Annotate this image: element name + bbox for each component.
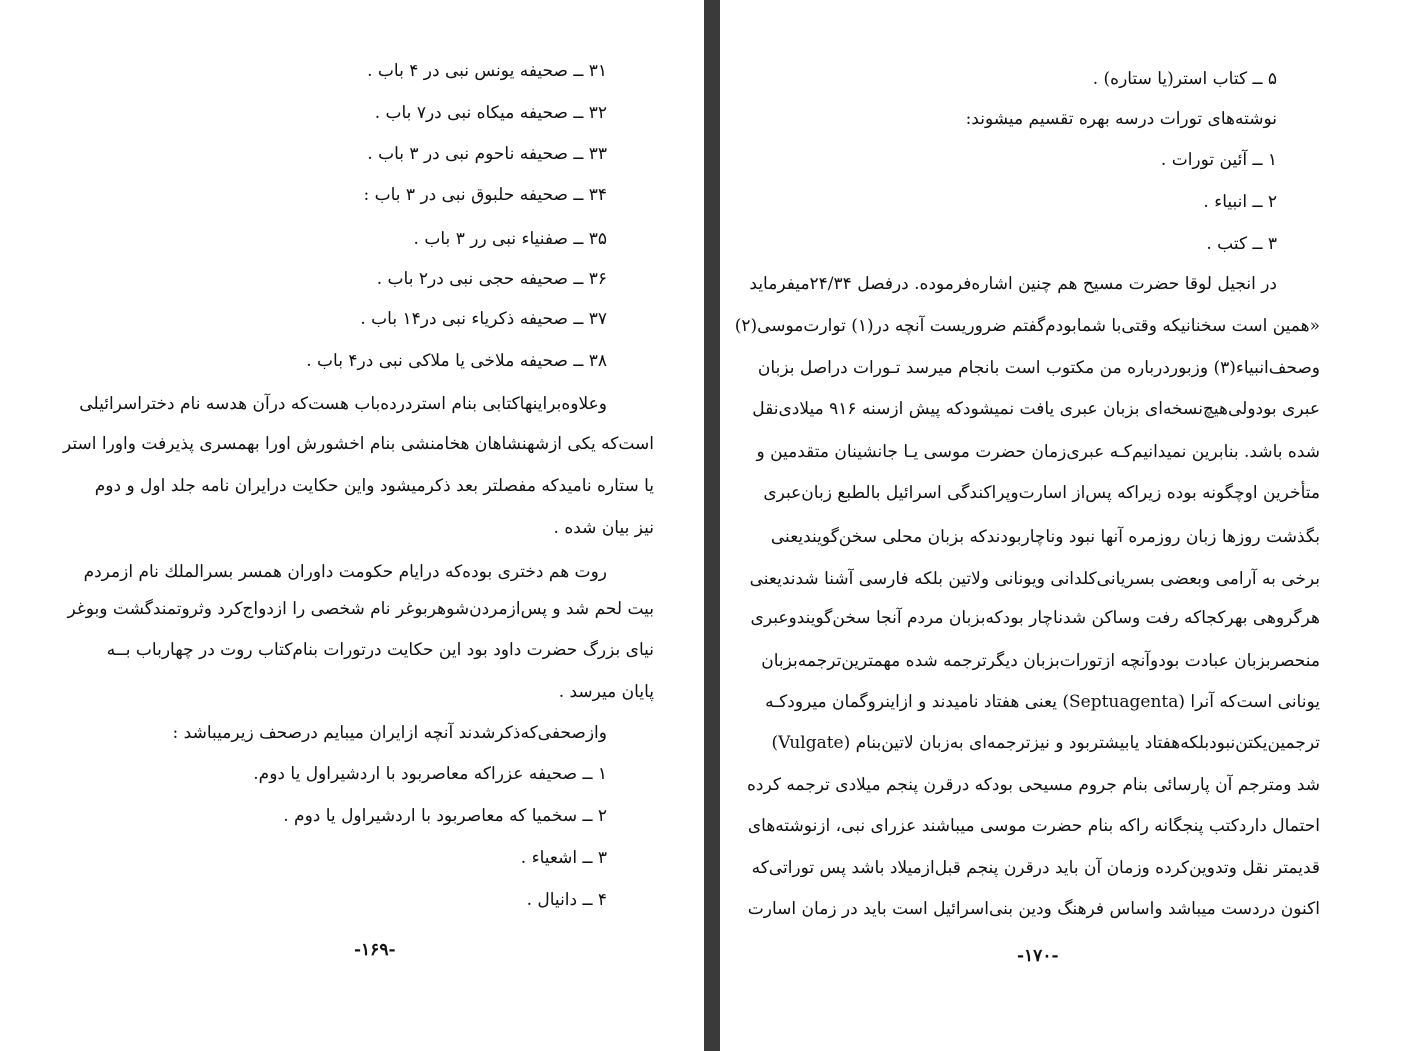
body-line: منحصر‌بزبان عبادت بودوآنچه ازتورات‌بزبان دیگرترجمه شده مهمترین‌ترجمه‌بزبان — [761, 651, 1320, 671]
body-line: اکنون دردست میباشد واساس فرهنگ ودین بنی‌اسرائیل است باید در زمان اسارت — [747, 899, 1320, 919]
paragraph-line: بیت لحم شد و پس‌ازمردن‌شوهربوغر نام شخصی را ازدواج‌کرد و‌ثروتمندگشت وبوغر — [67, 599, 654, 619]
paragraph-line: وعلاوه‌براینهاکتابی بنام استردرده‌باب هست‌که در‌آن هدسه نام دختراسرائیلی — [79, 394, 607, 414]
list-item: ۲ ــ سخمیا که معاصربود با اردشیراول یا دوم . — [283, 806, 607, 826]
page-170 — [720, 0, 1417, 1051]
body-line: شده باشد. بنابرین نمیدانیم‌کـه عبری‌زمان حضرت موسی یـا جانشینان متقدمین و — [756, 442, 1320, 462]
list-item: ۳۷ ــ صحیفه ذکریاء نبی در۱۴ باب . — [360, 309, 607, 329]
paragraph-line: یا ستاره نامیدکه مفصلتر بعد ذکرمیشود واین حکایت درایران نامه جلد اول و دوم — [94, 476, 654, 496]
list-item: ۴ ــ دانیال . — [526, 890, 607, 910]
body-line: وصحف‌انبیاء(۳) وزبوردرباره من مکتوب است بانجام میرسد تـورات دراصل بزبان — [757, 358, 1320, 378]
paragraph-line: نیز بیان شده . — [553, 518, 654, 538]
body-line: برخی به آرامی وبعضی بسریانی‌کلدانی ویونانی ولاتین بلکه فارسی آشنا شدندیعنی — [749, 569, 1320, 589]
paragraph-line: نیای بزرگ حضرت داود بود این حکایت درتورات بنام‌کتاب روت در چهارباب بــه — [106, 640, 654, 660]
body-line: بگذشت روزها زبان روزمره آنها نبود وناچاربودندکه بزبان محلی سخن‌گویندیعنی — [770, 527, 1320, 547]
paragraph-line: پایان میرسد . — [558, 682, 654, 702]
heading-line: ۵ ــ کتاب استر(یا ستاره) . — [1092, 69, 1277, 89]
body-line: یونانی است‌که آنرا (Septuagenta) یعنی هفتاد نامیدند و ازاینروگمان میرودکـه — [765, 692, 1320, 712]
list-item: ۱ ــ صحیفه عزراکه معاصربود با اردشیراول یا دوم. — [253, 764, 607, 784]
body-line: ترجمین‌یکتن‌نبودبلکه‌هفتاد یابیشتربود و نیزترجمه‌ای به‌زبان لاتین‌بنام (Vulgate) — [771, 733, 1320, 753]
body-line: احتمال داردکتب پنجگانه راکه بنام حضرت موسی میباشند عزرای نبی، ازنوشته‌های — [747, 816, 1320, 836]
page-169 — [0, 0, 704, 1051]
body-line: قدیمتر نقل وتدوین‌کرده وزمان آن باید درقرن پنجم قبل‌ازمیلاد باشد پس توراتی‌که — [751, 858, 1320, 878]
list-item: ۳۸ ــ صحیفه ملاخی یا ملاکی نبی در۴ باب . — [306, 351, 607, 371]
body-line: «همین است سخنانیکه وقتی‌با شمابودم‌گفتم ضروریست آنچه در(۱) توارت‌موسی(۲) — [734, 316, 1320, 336]
body-line: عبری بودولی‌هیچ‌نسخه‌ای بزبان عبری یافت نمیشودکه پیش ازسنه ۹۱۶ میلادی‌نقل — [752, 399, 1320, 419]
heading-line: ۲ ــ انبیاء . — [1203, 192, 1277, 212]
list-item: ۳۶ ــ صحیفه حجی نبی در۲ باب . — [376, 269, 607, 289]
heading-line: نوشته‌های تورات درسه بهره تقسیم میشوند: — [965, 109, 1277, 129]
list-item: ۳۱ ــ صحیفه یونس نبی در ۴ باب . — [367, 61, 607, 81]
body-line: در انجیل لوقا حضرت مسیح هم چنین اشاره‌فرموده. درفصل ۲۴/۳۴میفرماید — [749, 274, 1277, 294]
paragraph-line: روت هم دختری بوده‌که درایام حکومت داوران همسر بسرالملك نام ازمردم — [83, 562, 607, 582]
body-line: شد ومترجم آن پارسائی بنام جروم مسیحی بودکه درقرن پنجم میلادی ترجمه کرده — [746, 775, 1320, 795]
body-line: هرگروهی بهرکجاکه رفت وساکن شدناچار بودکه‌بزبان مردم آنجا سخن‌گویندوعبری — [750, 608, 1320, 628]
list-item: ۳۵ ــ صفنیاء نبی رر ۳ باب . — [413, 229, 607, 249]
page-number: -۱۷۰- — [1017, 946, 1059, 966]
book-gutter — [704, 0, 720, 1051]
list-item: ۳۳ ــ صحیفه ناحوم نبی در ۳ باب . — [367, 144, 607, 164]
heading-line: ۱ ــ آئین تورات . — [1160, 150, 1277, 170]
list-item: ۳۴ ــ صحیفه حلبوق نبی در ۳ باب : — [363, 185, 607, 205]
list-item: ۳۲ ــ صحیفه میکاه نبی در۷ باب . — [374, 103, 607, 123]
body-line: متأخرین اوچگونه بوده زیراکه پس‌از اسارت‌وپراکندگی اسرائیل بالطبع زبان‌عبری — [763, 483, 1320, 503]
paragraph-line: است‌که یکی ازشهنشاهان هخامنشی بنام اخشورش اورا بهمسری پذیرفت واورا استر — [63, 434, 654, 454]
page-number: -۱۶۹- — [354, 940, 396, 960]
heading-line: ۳ ــ کتب . — [1206, 234, 1277, 254]
list-item: ۳ ــ اشعیاء . — [520, 848, 607, 868]
intro-line: وازصحفی‌که‌ذکرشدند آنچه ازایران میبایم درصحف زیرمیباشد : — [172, 723, 607, 743]
